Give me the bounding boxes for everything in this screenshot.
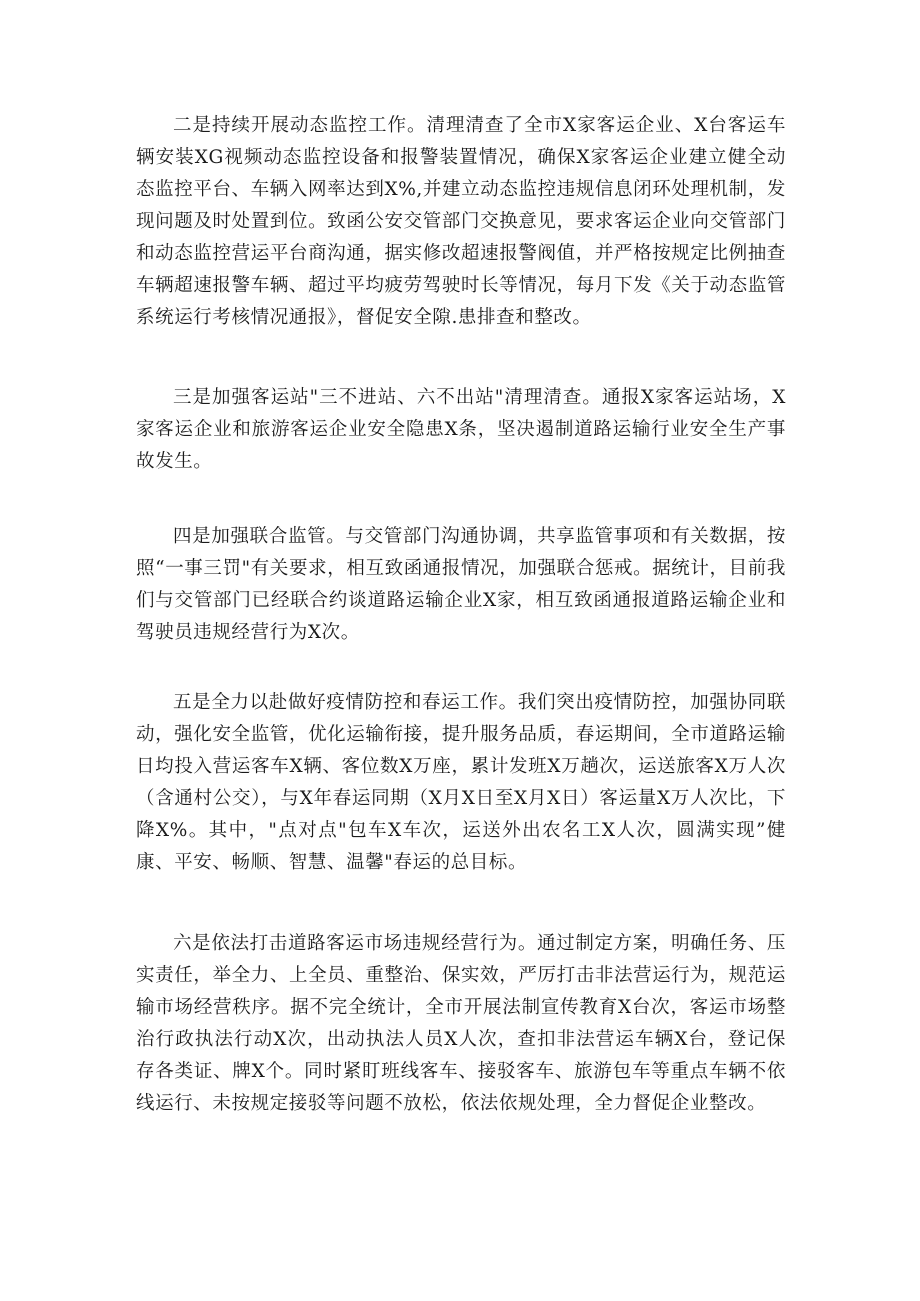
paragraph-dynamic-monitoring: 二是持续开展动态监控工作。清理清查了全市X家客运企业、X台客运车辆安装XG视频动态监控设备和报警装置情况，确保X家客运企业建立健全动态监控平台、车辆入网率达到X%,并建立动态监控违规信息闭环处理机制，发现问题及时处置到位。致函公安交管部门交换意见，要求客运企业向交管部门和动态监控营运平台商沟通，据实修改超速报警阀值，并严格按规定比例抽查车辆超速报警车辆、超过平均疲劳驾驶时长等情况，每月下发《关于动态监管系统运行考核情况通报》，督促安全隙.患排查和整改。 — [136, 115, 786, 328]
paragraph-illegal-operation-crackdown: 六是依法打击道路客运市场违规经营行为。通过制定方案，明确任务、压实责任，举全力、上全员、重整治、保实效，严厉打击非法营运行为，规范运输市场经营秩序。据不完全统计，全市开展法制宣传教育X台次，客运市场整治行政执法行动X次，出动执法人员X人次，查扣非法营运车辆X台，登记保存各类证、牌X个。同时紧盯班线客车、接驳客车、旅游包车等重点车辆不依线运行、未按规定接驳等问题不放松，依法依规处理，全力督促企业整改。 — [136, 933, 786, 1114]
paragraph-epidemic-spring-transport: 五是全力以赴做好疫情防控和春运工作。我们突出疫情防控，加强协同联动，强化安全监管，优化运输衔接，提升服务品质，春运期间，全市道路运输日均投入营运客车X辆、客位数X万座，累计发班X万趟次，运送旅客X万人次（含通村公交），与X年春运同期（X月X日至X月X日）客运量X万人次比，下降X%。其中，"点对点"包车X车次，运送外出农名工X人次，圆满实现”健康、平安、畅顺、智慧、温馨"春运的总目标。 — [136, 692, 786, 873]
paragraph-joint-supervision: 四是加强联合监管。与交管部门沟通协调，共享监管事项和有关数据，按照“一事三罚"有关要求，相互致函通报情况，加强联合惩戒。据统计，目前我们与交管部门已经联合约谈道路运输企业X家，相互致函通报道路运输企业和驾驶员违规经营行为X次。 — [136, 526, 786, 643]
paragraph-passenger-station-inspection: 三是加强客运站"三不进站、六不出站"清理清查。通报X家客运站场，X家客运企业和旅游客运企业安全隐患X条，坚决遏制道路运输行业安全生产事故发生。 — [136, 387, 786, 472]
